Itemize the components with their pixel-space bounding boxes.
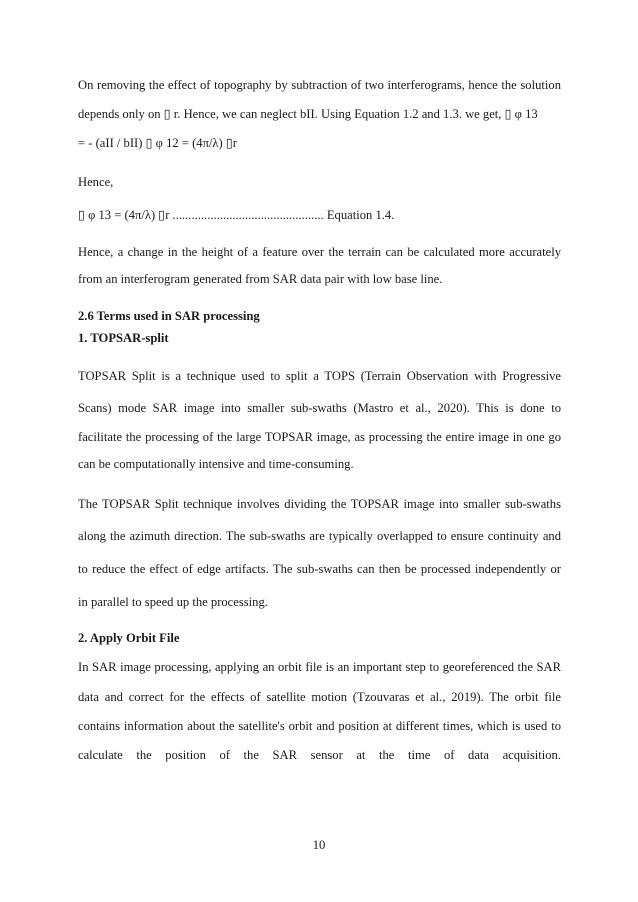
paragraph-line: from an interferogram generated from SAR data pair with low base line.	[78, 272, 443, 286]
paragraph-line: in parallel to speed up the processing.	[78, 595, 268, 609]
paragraph-line: In SAR image processing, applying an orbit file is an important step to georeferenced the SAR	[78, 660, 561, 674]
subsection-heading: 1. TOPSAR-split	[78, 331, 169, 345]
paragraph-line: contains information about the satellite's orbit and position at different times, which is used to	[78, 719, 561, 733]
paragraph-line: Hence, a change in the height of a feature over the terrain can be calculated more accurately	[78, 245, 561, 259]
paragraph-line: can be computationally intensive and time-consuming.	[78, 457, 354, 471]
paragraph-line: Hence,	[78, 175, 114, 189]
page-number: 10	[312, 838, 326, 852]
paragraph-line: along the azimuth direction. The sub-swaths are typically overlapped to ensure continuity and	[78, 529, 561, 543]
paragraph-line: to reduce the effect of edge artifacts. The sub-swaths can then be processed independently or	[78, 562, 561, 576]
paragraph-line: Scans) mode SAR image into smaller sub-swaths (Mastro et al., 2020). This is done to	[78, 401, 561, 415]
paragraph-line: TOPSAR Split is a technique used to split a TOPS (Terrain Observation with Progressive	[78, 369, 561, 383]
equation-line: ▯ φ 13 = (4π/λ) ▯r ................................................ Equation 1.4.	[78, 208, 395, 222]
paragraph-line: On removing the effect of topography by subtraction of two interferograms, hence the solution	[78, 78, 561, 92]
equation-line: = - (aII / bII) ▯ φ 12 = (4π/λ) ▯r	[78, 136, 237, 150]
paragraph-line: The TOPSAR Split technique involves dividing the TOPSAR image into smaller sub-swaths	[78, 497, 561, 511]
subsection-heading: 2. Apply Orbit File	[78, 631, 180, 645]
paragraph-line: data and correct for the effects of satellite motion (Tzouvaras et al., 2019). The orbit file	[78, 690, 561, 704]
section-heading: 2.6 Terms used in SAR processing	[78, 309, 260, 323]
paragraph-line: calculate the position of the SAR sensor at the time of data acquisition.	[78, 748, 561, 762]
paragraph-line: facilitate the processing of the large TOPSAR image, as processing the entire image in one go	[78, 430, 561, 444]
paragraph-line: depends only on ▯ r. Hence, we can neglect bII. Using Equation 1.2 and 1.3. we get, ▯ φ 13	[78, 107, 538, 121]
